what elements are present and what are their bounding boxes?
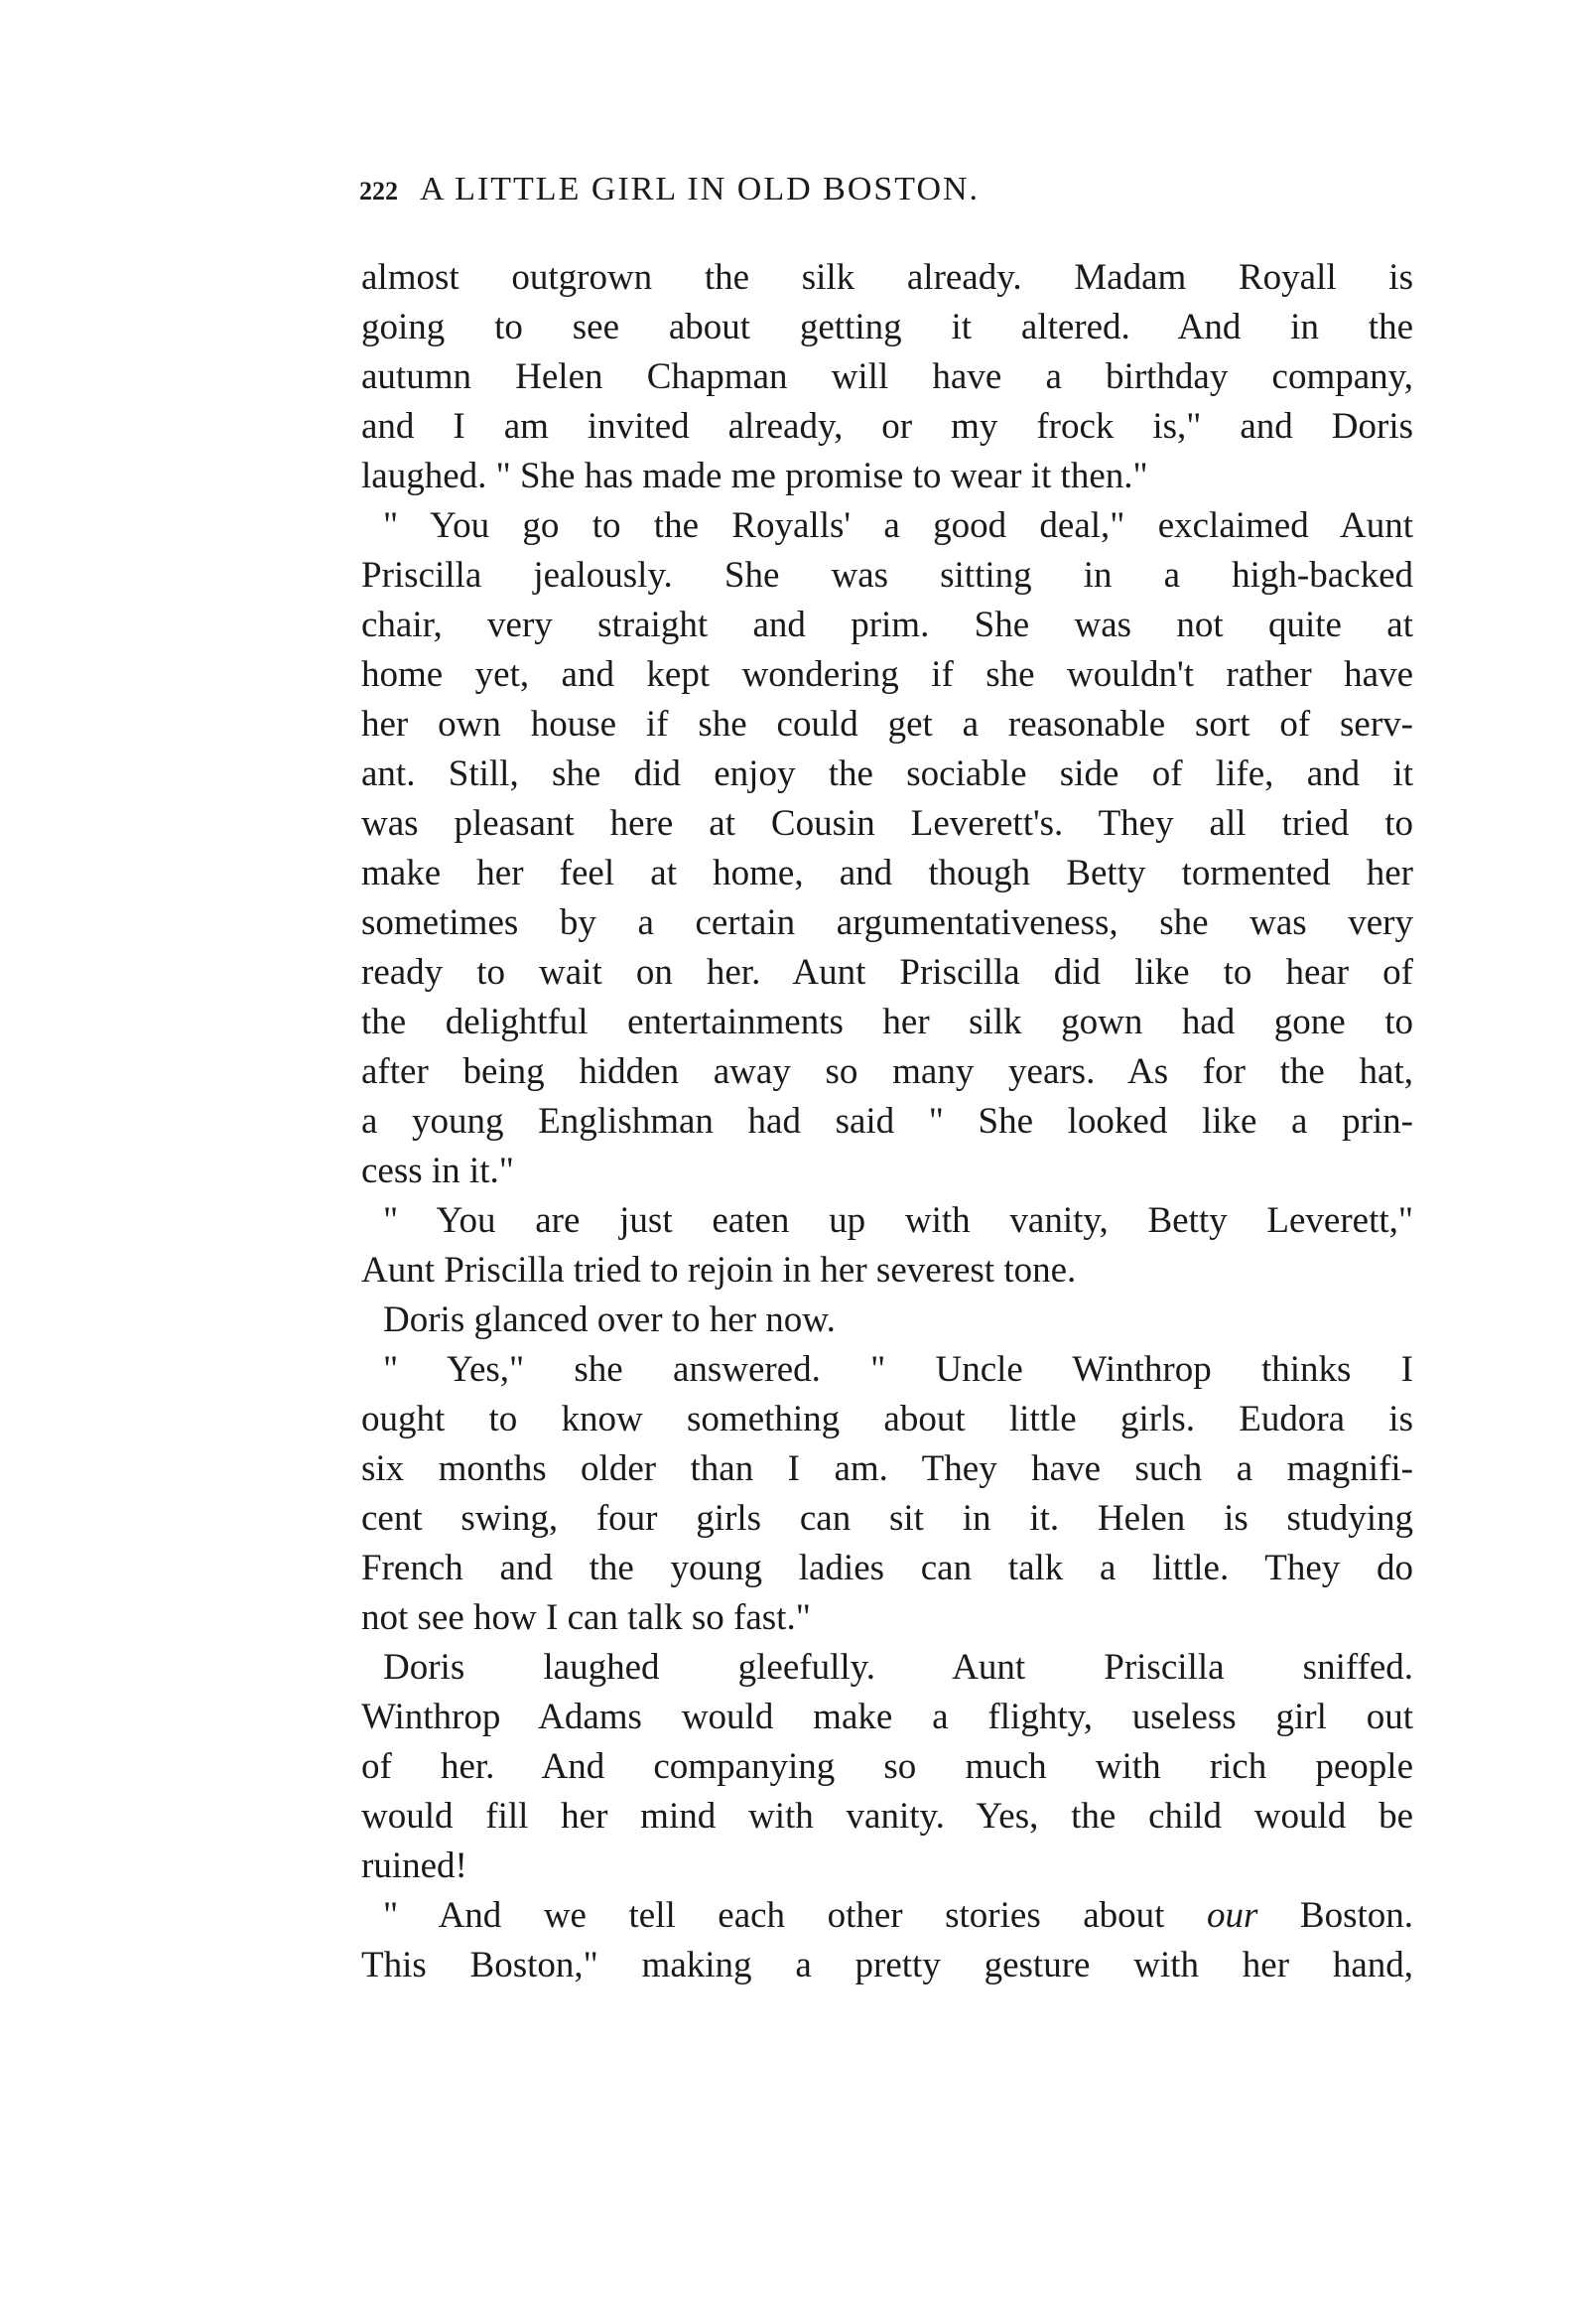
text-line: a young Englishman had said " She looked like a prin- bbox=[361, 1101, 1413, 1142]
text-line: almost outgrown the silk already. Madam Royall is bbox=[361, 257, 1413, 298]
text-line: sometimes by a certain argumentativeness, she was very bbox=[361, 902, 1413, 943]
text-line: Doris laughed gleefully. Aunt Priscilla sniffed. bbox=[383, 1647, 1413, 1688]
text-line: not see how I can talk so fast." bbox=[361, 1597, 811, 1638]
text-line: make her feel at home, and though Betty tormented her bbox=[361, 853, 1413, 893]
text-line: ant. Still, she did enjoy the sociable side of life, and it bbox=[361, 753, 1413, 794]
text-line: of her. And companying so much with rich people bbox=[361, 1746, 1413, 1787]
text-line: laughed. " She has made me promise to wear it then." bbox=[361, 456, 1148, 496]
text-line: the delightful entertainments her silk gown had gone to bbox=[361, 1002, 1413, 1042]
text-line: This Boston," making a pretty gesture with her hand, bbox=[361, 1945, 1413, 1985]
page-number: 222 bbox=[359, 177, 398, 205]
text-line: " You are just eaten up with vanity, Betty Leverett," bbox=[383, 1200, 1413, 1241]
running-title: A LITTLE GIRL IN OLD BOSTON. bbox=[420, 171, 981, 207]
text-line: Priscilla jealously. She was sitting in a high-backed bbox=[361, 555, 1413, 596]
text-line: " You go to the Royalls' a good deal," exclaimed Aunt bbox=[383, 505, 1413, 546]
text-line: Winthrop Adams would make a flighty, useless girl out bbox=[361, 1697, 1413, 1737]
text-line: " Yes," she answered. " Uncle Winthrop thinks I bbox=[383, 1349, 1413, 1390]
text-line: ready to wait on her. Aunt Priscilla did like to hear of bbox=[361, 952, 1413, 993]
text-line: would fill her mind with vanity. Yes, the child would be bbox=[361, 1796, 1413, 1837]
text-line: Doris glanced over to her now. bbox=[383, 1299, 836, 1340]
text-line: French and the young ladies can talk a little. They do bbox=[361, 1548, 1413, 1588]
text-line: Aunt Priscilla tried to rejoin in her severest tone. bbox=[361, 1250, 1077, 1291]
text-line: " And we tell each other stories about our Boston. bbox=[383, 1895, 1414, 1936]
text-line: ruined! bbox=[361, 1846, 467, 1886]
text-line: six months older than I am. They have such a magnifi- bbox=[361, 1448, 1413, 1489]
text-line: and I am invited already, or my frock is," and Doris bbox=[361, 406, 1413, 447]
text-line: her own house if she could get a reasonable sort of serv- bbox=[361, 704, 1413, 745]
text-line: home yet, and kept wondering if she wouldn't rather have bbox=[361, 654, 1413, 695]
text-line: autumn Helen Chapman will have a birthday company, bbox=[361, 356, 1413, 397]
text-line: cent swing, four girls can sit in it. Helen is studying bbox=[361, 1498, 1413, 1539]
text-line: was pleasant here at Cousin Leverett's. They all tried to bbox=[361, 803, 1413, 844]
text-line: cess in it." bbox=[361, 1151, 514, 1191]
page-body-text bbox=[361, 253, 1413, 1990]
text-line: chair, very straight and prim. She was not quite at bbox=[361, 605, 1413, 645]
text-line: after being hidden away so many years. As for the hat, bbox=[361, 1051, 1413, 1092]
running-header bbox=[359, 171, 1411, 214]
text-line: going to see about getting it altered. And in the bbox=[361, 307, 1413, 347]
text-line: ought to know something about little girls. Eudora is bbox=[361, 1399, 1413, 1439]
